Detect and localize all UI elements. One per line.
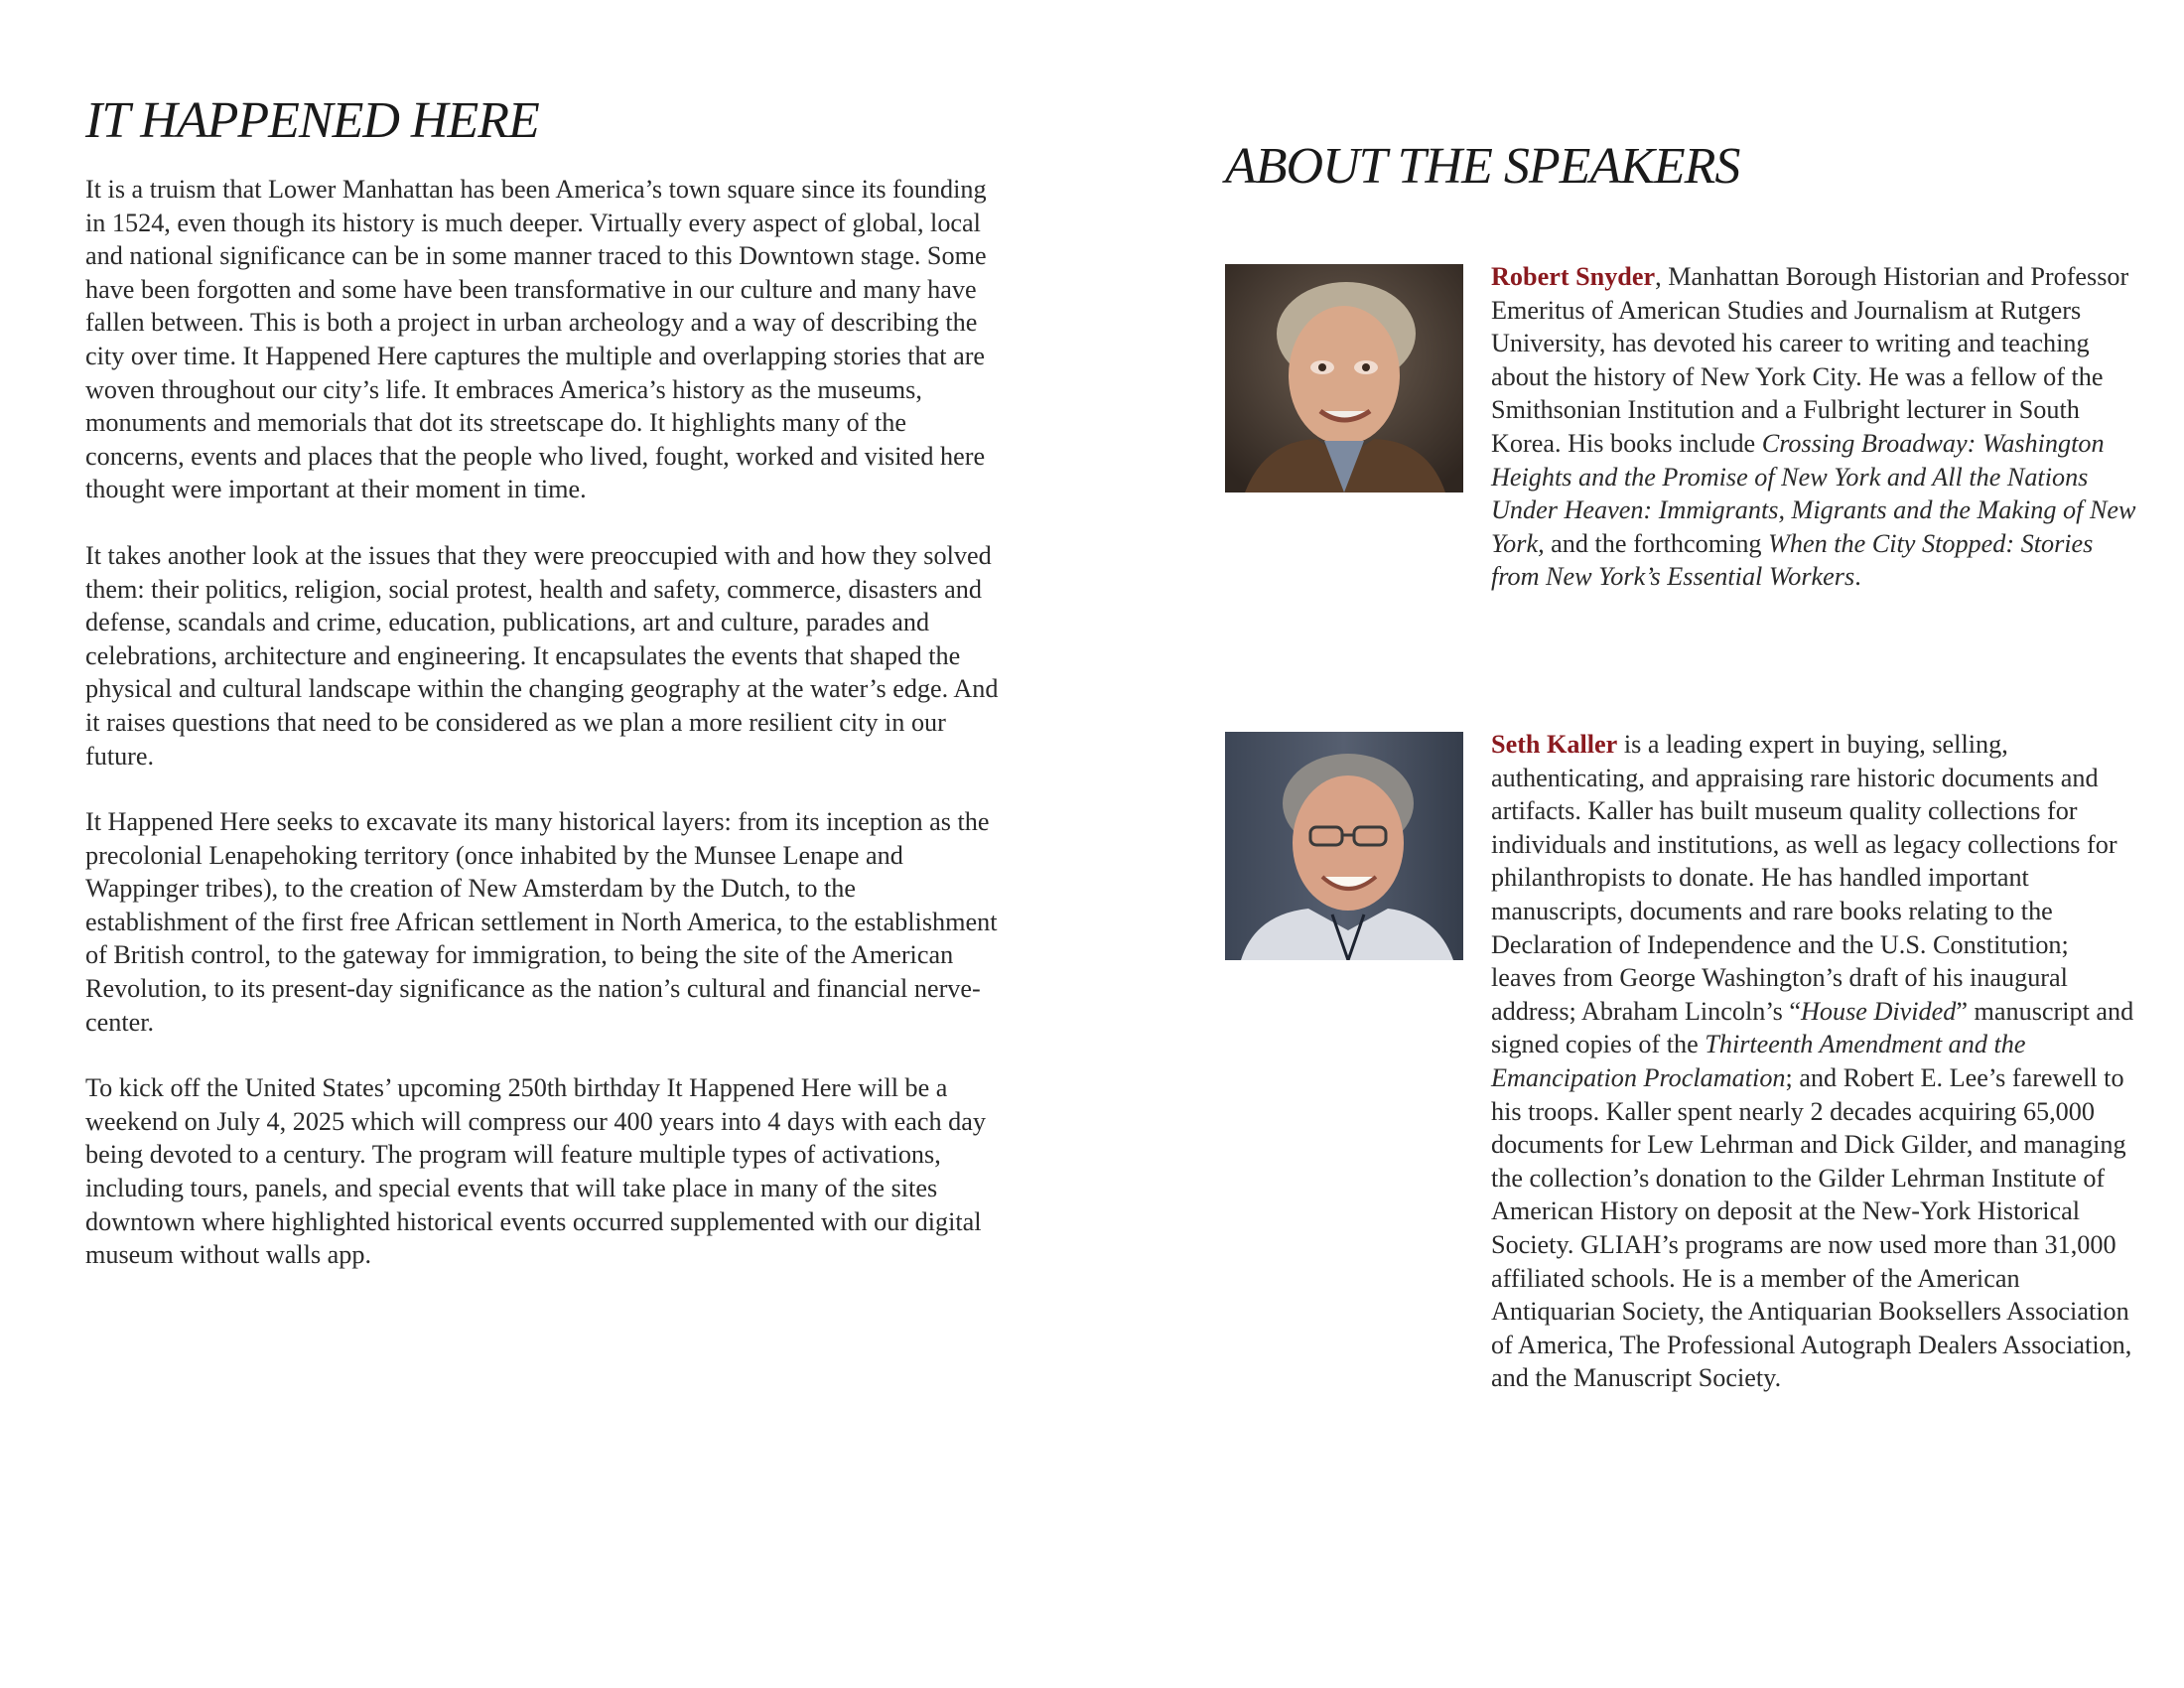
bio-text: ; and Robert E. Lee’s farewell to his troops. Kaller spent nearly 2 decades acquiring 65,000 documents for Lew Lehrman and Dick Gilder, and managing the collection’s donation to the Gilder Lehrman Institute of American History on deposit at the New-York Historical Society. GLIAH’s programs are now used more than 31,000 affiliated schools. He is a member of the American Antiquarian Society, the Antiquarian Booksellers Association of America, The Professional Autograph Dealers Association, and the Manuscript Society. bbox=[1491, 1062, 2132, 1393]
it-happened-here-body bbox=[85, 173, 1004, 1305]
portrait-photo-icon bbox=[1225, 732, 1463, 960]
speaker-name: Robert Snyder bbox=[1491, 262, 1656, 291]
speaker-photo-robert-snyder bbox=[1225, 264, 1463, 492]
body-paragraph: It takes another look at the issues that they were preoccupied with and how they solved them: their politics, religion, social protest, health and safety, commerce, disasters and defense, scandals and crime, education, publications, art and culture, parades and celebrations, architecture and engineering. It encapsulates the events that shaped the physical and cultural landscape within the changing geography at the water’s edge. And it raises questions that need to be considered as we plan a more resilient city in our future. bbox=[85, 540, 999, 771]
bio-text: and the forthcoming bbox=[1544, 528, 1769, 558]
bio-text: ” manuscript and signed copies of the bbox=[1491, 996, 2134, 1059]
book-title: Thirteenth Amendment and the Emancipation Proclamation bbox=[1491, 1030, 2026, 1092]
body-paragraph: It Happened Here seeks to excavate its many historical layers: from its inception as the precolonial Lenapehoking territory (once inhabited by the Munsee Lenape and Wappinger tribes), to the creation of New Amsterdam by the Dutch, to the establishment of the first free African settlement in North America, to the establishment of British control, to the gateway for immigration, to being the site of the American Revolution, to its present-day significance as the nation’s cultural and financial nerve-center. bbox=[85, 807, 998, 1037]
portrait-photo-icon bbox=[1225, 264, 1463, 492]
book-title: Crossing Broadway: Washington Heights and the Promise of New York and All the Nations Under Heaven: Immigrants, Migrants and the Making of New York, bbox=[1491, 428, 2136, 558]
book-title: House Divided bbox=[1801, 996, 1957, 1026]
speaker-bio-seth-kaller bbox=[1491, 728, 2136, 1395]
bio-text: . bbox=[1854, 562, 1861, 592]
right-page bbox=[1092, 0, 2184, 1688]
bio-text: is a leading expert in buying, selling, authenticating, and appraising rare historic documents and artifacts. Kaller has built museum quality collections for individuals and institutions, as well as legacy collections for philanthropists to donate. He has handled important manuscripts, documents and rare books relating to the Declaration of Independence and the U.S. Constitution; leaves from George Washington’s draft of his inaugural address; Abraham Lincoln’s “ bbox=[1491, 730, 2117, 1026]
body-paragraph: To kick off the United States’ upcoming 250th birthday It Happened Here will be a weekend on July 4, 2025 which will compress our 400 years into 4 days with each day being devoted to a century. The program will feature multiple types of activations, including tours, panels, and special events that will take place in many of the sites downtown where highlighted historical events occurred supplemented with our digital museum without walls app. bbox=[85, 1073, 986, 1270]
bio-text: , Manhattan Borough Historian and Professor Emeritus of American Studies and Journalism at Rutgers University, has devoted his career to writing and teaching about the history of New York City. He was a fellow of the Smithsonian Institution and a Fulbright lecturer in South Korea. His books include bbox=[1491, 262, 2129, 458]
speaker-photo-seth-kaller bbox=[1225, 732, 1463, 960]
speaker-name: Seth Kaller bbox=[1491, 730, 1618, 759]
speaker-bio-robert-snyder bbox=[1491, 260, 2136, 594]
body-paragraph: It is a truism that Lower Manhattan has been America’s town square since its founding in 1524, even though its history is much deeper. Virtually every aspect of global, local and national significance can be in some manner traced to this Downtown stage. Some have been forgotten and some have been transformative in our culture and many have fallen between. This is both a project in urban archeology and a way of describing the city over time. It Happened Here captures the multiple and overlapping stories that are woven throughout our city’s life. It embraces America’s history as the museums, monuments and memorials that dot its streetscape do. It highlights many of the concerns, events and places that the people who lived, fought, worked and visited here thought were important at their moment in time. bbox=[85, 175, 987, 504]
book-title: When the City Stopped: Stories from New York’s Essential Workers bbox=[1491, 528, 2094, 592]
about-the-speakers-title: ABOUT THE SPEAKERS bbox=[1225, 138, 1740, 195]
it-happened-here-title: IT HAPPENED HERE bbox=[85, 92, 539, 149]
